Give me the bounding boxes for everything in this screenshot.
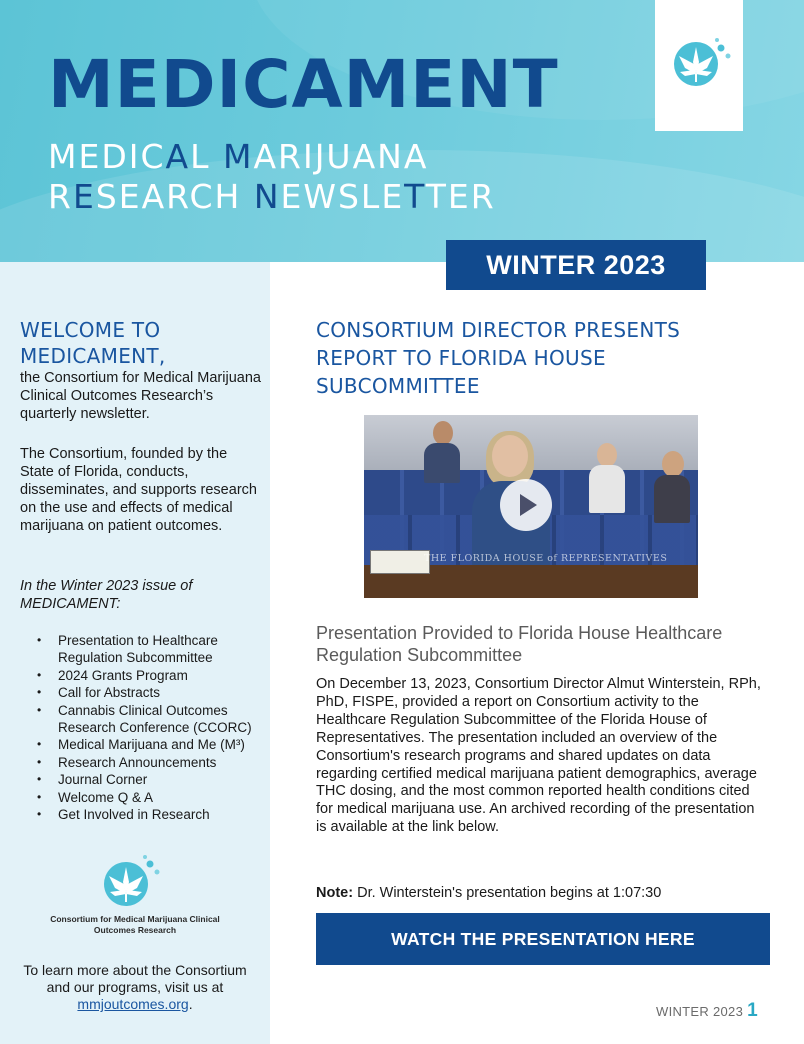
sidebar-lead-text: the Consortium for Medical Marijuana Clinical Outcomes Research’s quarterly newsletter. bbox=[20, 370, 261, 422]
list-item: • Medical Marijuana and Me (M³) bbox=[37, 736, 267, 753]
sidebar-about-text: The Consortium, founded by the State of Florida, conducts, disseminates, and supports research on the use and effects of medical marijuana on patient outcomes. bbox=[20, 446, 257, 534]
video-watermark: THE FLORIDA HOUSE of REPRESENTATIVES bbox=[424, 553, 668, 564]
subtitle-segment: M bbox=[222, 137, 254, 176]
article-body: On December 13, 2023, Consortium Director Almut Winterstein, RPh, PhD, FISPE, provided a report on Consortium activity to the Healthcare Regulation Subcommittee of the Florida House of Representatives. The presentation included an overview of the Consortium's research programs and shared updates on data regarding certified medical marijuana patient demographics, average THC dosing, and the most common reported health conditions cited for medical marijuana use. An archived recording of the presentation is available at the link below. bbox=[316, 676, 761, 836]
subtitle-segment: EWSLE bbox=[280, 177, 405, 216]
video-person bbox=[589, 443, 625, 513]
note-label: Note: bbox=[316, 885, 354, 901]
subtitle-segment: E bbox=[72, 177, 96, 216]
subtitle-segment: T bbox=[404, 177, 426, 216]
cannabis-leaf-logo-icon bbox=[665, 34, 735, 94]
welcome-sidebar bbox=[0, 262, 270, 1044]
article-subhead: Presentation Provided to Florida House Healthcare Regulation Subcommittee bbox=[316, 623, 723, 665]
subtitle-segment: A bbox=[165, 137, 191, 176]
subtitle-segment: MEDIC bbox=[48, 137, 166, 176]
list-item: • 2024 Grants Program bbox=[37, 667, 267, 684]
sidebar-issue-intro: In the Winter 2023 issue of MEDICAMENT: bbox=[20, 578, 193, 612]
issue-contents-list bbox=[37, 632, 267, 823]
consortium-logo-box bbox=[655, 0, 743, 131]
footer-season: WINTER 2023 bbox=[656, 1004, 744, 1019]
learn-more-text bbox=[20, 962, 250, 1013]
list-item: • Journal Corner bbox=[37, 771, 267, 788]
learn-more-prefix: To learn more about the Consortium and our programs, visit us at bbox=[23, 962, 247, 995]
play-icon[interactable] bbox=[500, 479, 552, 531]
season-badge: WINTER 2023 bbox=[446, 240, 706, 290]
page-footer bbox=[656, 1000, 758, 1022]
subtitle-segment: N bbox=[253, 177, 281, 216]
subtitle-segment: R bbox=[48, 177, 73, 216]
list-item: • Call for Abstracts bbox=[37, 684, 267, 701]
list-item: • Welcome Q & A bbox=[37, 789, 267, 806]
sidebar-heading: WELCOME TO MEDICAMENT, bbox=[20, 318, 166, 368]
consortium-logo-icon bbox=[95, 852, 165, 912]
list-item: • Cannabis Clinical Outcomes Research Conference (CCORC) bbox=[37, 702, 267, 737]
masthead-banner bbox=[0, 0, 804, 262]
video-placard bbox=[370, 550, 430, 574]
newsletter-subtitle-line2 bbox=[48, 177, 496, 216]
article-note bbox=[316, 884, 766, 902]
watch-presentation-button[interactable]: WATCH THE PRESENTATION HERE bbox=[316, 913, 770, 965]
list-item: • Get Involved in Research bbox=[37, 806, 267, 823]
article-title: CONSORTIUM DIRECTOR PRESENTS REPORT TO FLORIDA HOUSE SUBCOMMITTEE bbox=[316, 318, 681, 398]
page-number: 1 bbox=[747, 1000, 758, 1021]
video-player[interactable] bbox=[364, 415, 698, 598]
list-item: • Presentation to Healthcare Regulation Subcommittee bbox=[37, 632, 267, 667]
learn-more-suffix: . bbox=[188, 996, 193, 1012]
subtitle-segment: TER bbox=[425, 177, 496, 216]
subtitle-segment: ARIJUANA bbox=[253, 137, 429, 176]
video-person bbox=[424, 421, 460, 481]
subtitle-segment: SEARCH bbox=[95, 177, 254, 216]
note-text: Dr. Winterstein's presentation begins at 1:07:30 bbox=[353, 885, 662, 901]
website-link[interactable]: mmjoutcomes.org bbox=[77, 996, 189, 1012]
list-item: • Research Announcements bbox=[37, 754, 267, 771]
video-person bbox=[654, 451, 690, 521]
subtitle-segment: L bbox=[190, 137, 223, 176]
consortium-logo-text: Consortium for Medical Marijuana Clinical Outcomes Research bbox=[50, 914, 220, 935]
newsletter-title: MEDICAMENT bbox=[48, 46, 559, 123]
newsletter-subtitle-line1 bbox=[48, 137, 429, 176]
